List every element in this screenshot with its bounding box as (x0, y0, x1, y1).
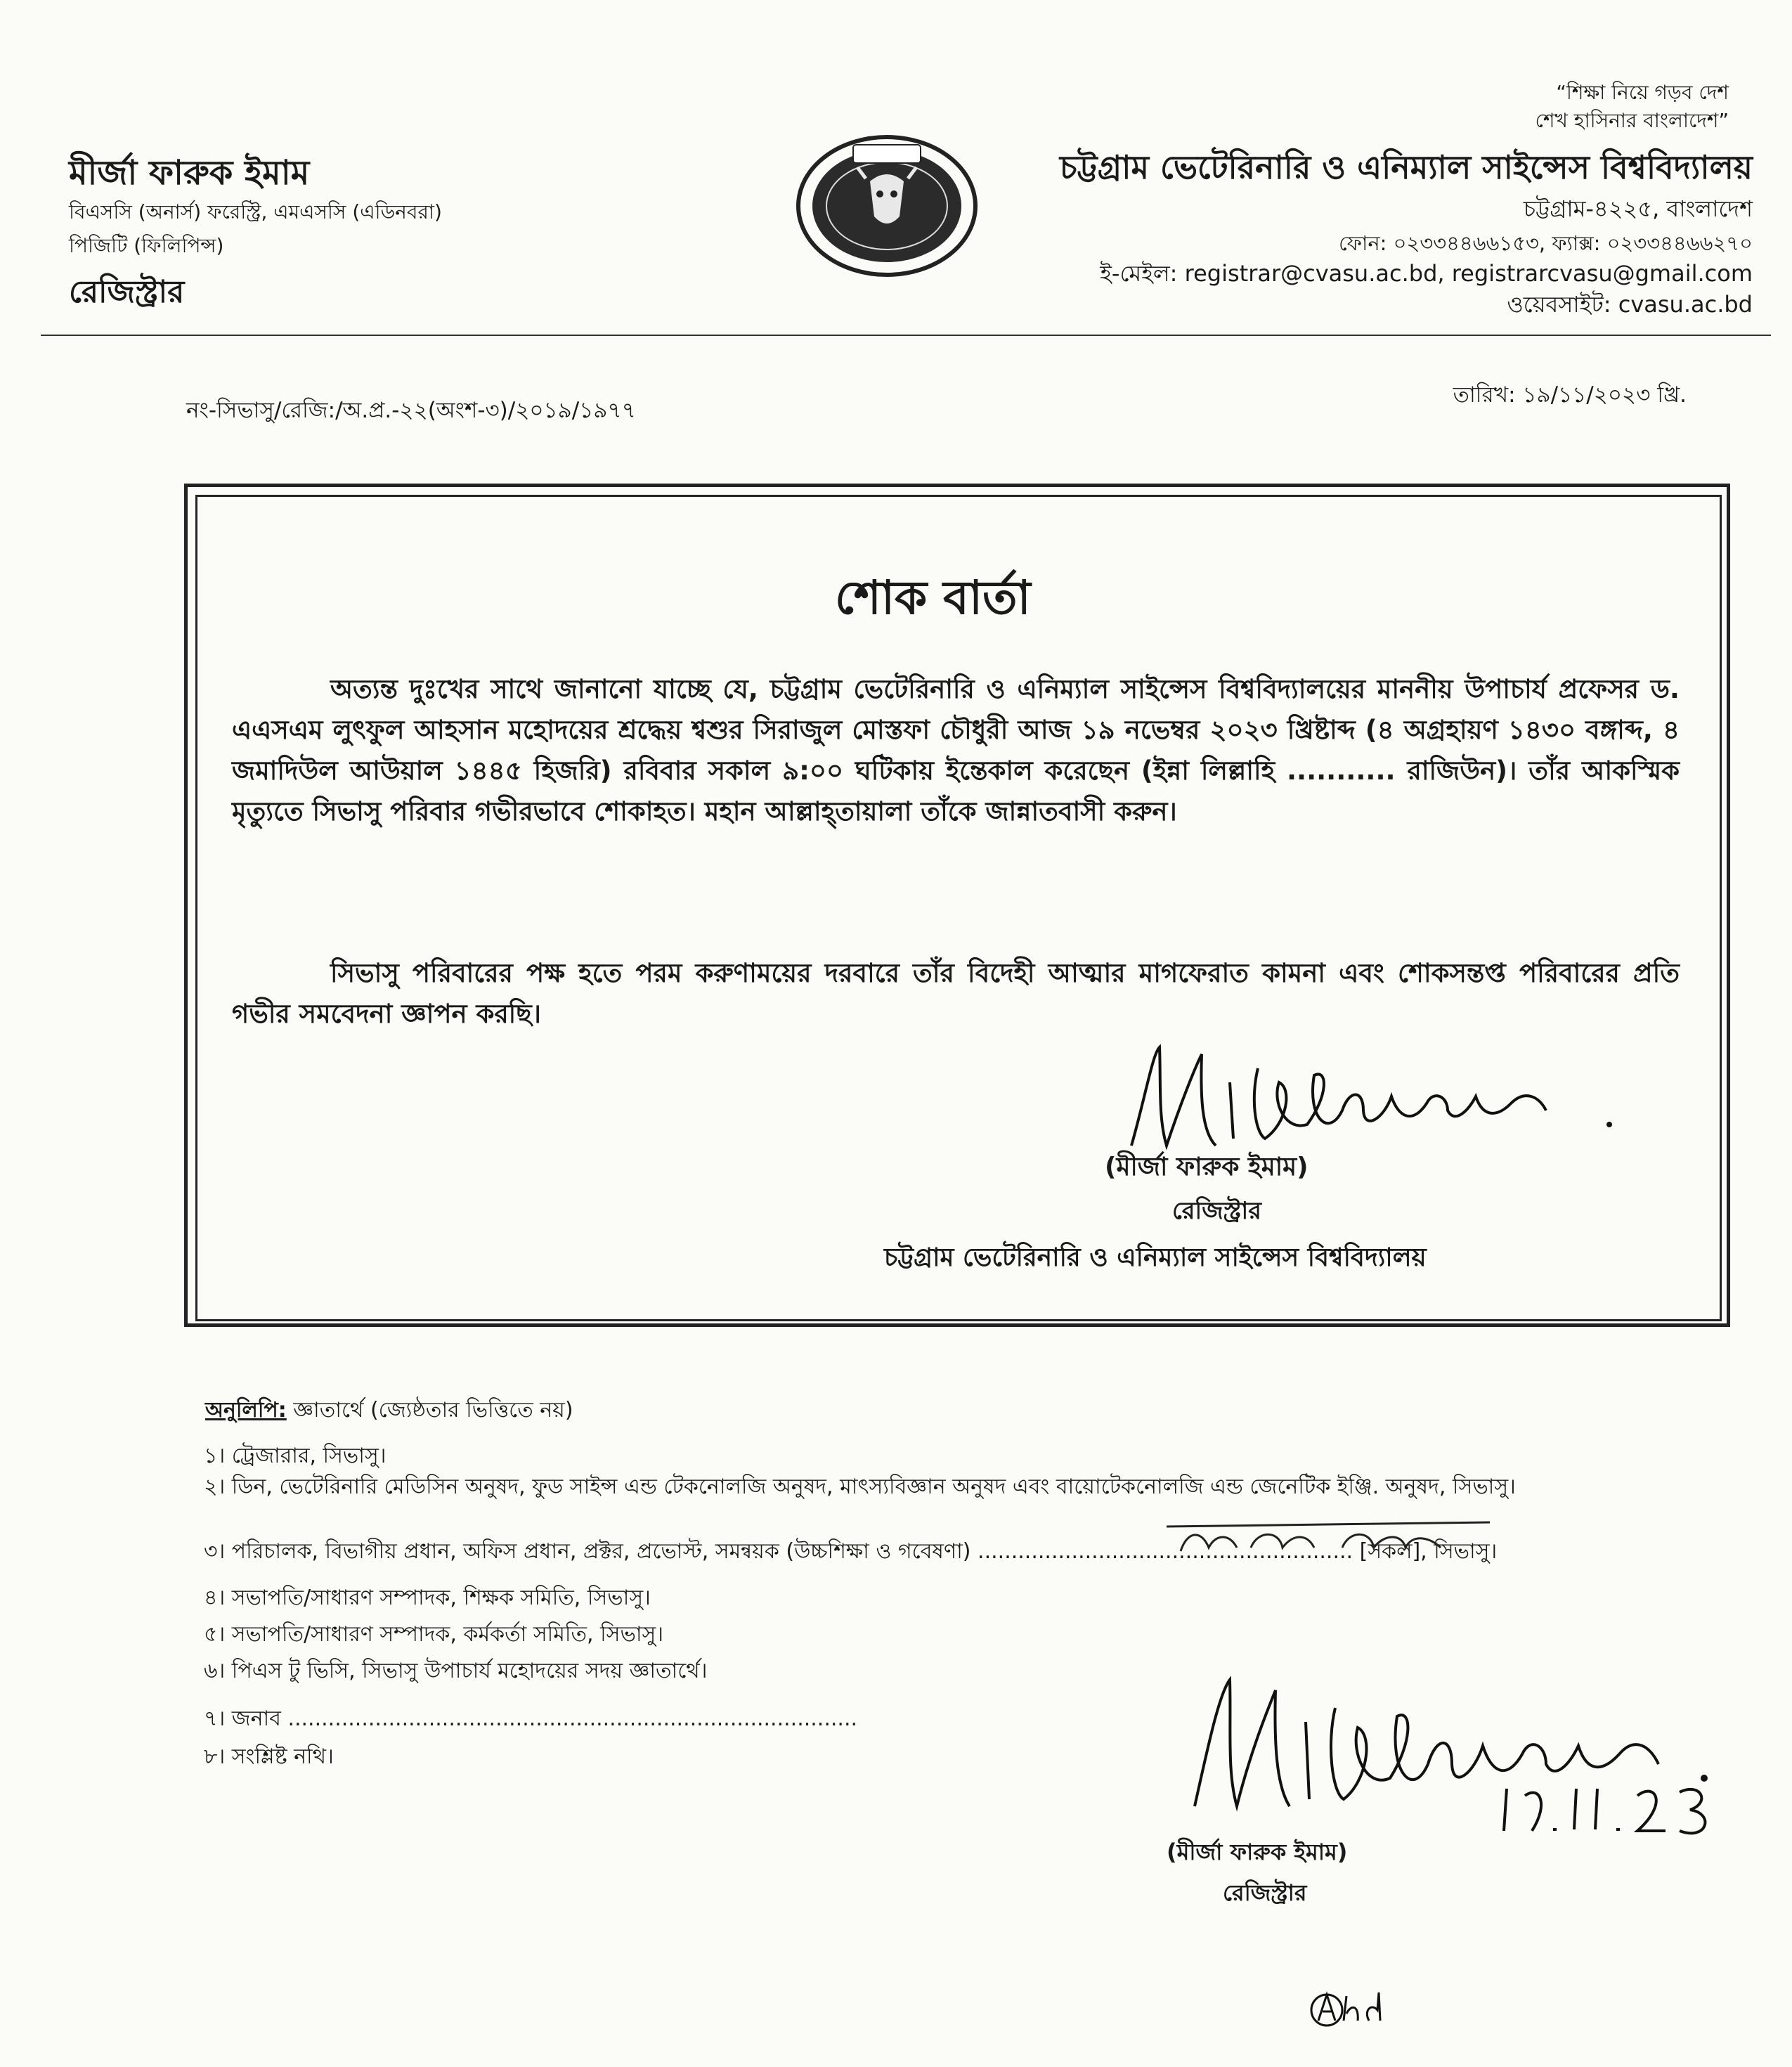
notice-paragraph-1-text: অত্যন্ত দুঃখের সাথে জানানো যাচ্ছে যে, চট্টগ্রাম ভেটেরিনারি ও এনিম্যাল সাইন্সেস বিশ্ববিদ্যালয়ের মাননীয় উপাচার্য প্রফেসর ড. এএসএম লুৎফুল আহসান মহোদয়ের শ্রদ্ধেয় শ্বশুর সিরাজুল মোস্তফা চৌধুরী আজ ১৯ নভেম্বর ২০২৩ খ্রিষ্টাব্দ (৪ অগ্রহায়ণ ১৪৩০ বঙ্গাব্দ, ৪ জমাদিউল আউয়াল ১৪৪৫ হিজরি) রবিবার সকাল ৯:০০ ঘটিকায় ইন্তেকাল করেছেন (ইন্না লিল্লাহি ........... রাজিউন)। তাঁর আকস্মিক মৃত্যুতে সিভাসু পরিবার গভীরভাবে শোকাহত। মহান আল্লাহ্‌তায়ালা তাঁকে জান্নাতবাসী করুন। (232, 674, 1680, 827)
copy-item-2: ২। ডিন, ভেটেরিনারি মেডিসিন অনুষদ, ফুড সাইন্স এন্ড টেকনোলজি অনুষদ, মাৎস্যবিজ্ঞান অনুষদ এবং বায়োটেকনোলজি এন্ড জেনেটিক ইঞ্জি. অনুষদ, সিভাসু। (204, 1475, 1516, 1499)
copy-item-6: ৬। পিএস টু ভিসি, সিভাসু উপাচার্য মহোদয়ের সদয় জ্ঞাতার্থে। (204, 1659, 708, 1683)
handwritten-signature (1117, 1040, 1623, 1160)
copy-item-7: ৭। জনাব ..................................................................................... (204, 1706, 858, 1731)
copies-label: অনুলিপি: (205, 1398, 287, 1423)
university-email: ই-মেইল: registrar@cvasu.ac.bd, registrarcvasu@gmail.com (1100, 260, 1753, 287)
registrar-degrees-2: পিজিটি (ফিলিপিন্স) (69, 234, 224, 257)
signatory-role: রেজিস্ট্রার (1172, 1197, 1261, 1225)
motto-line-2: শেখ হাসিনার বাংলাদেশ” (1535, 109, 1729, 132)
university-address: চট্টগ্রাম-৪২২৫, বাংলাদেশ (1523, 195, 1753, 222)
copy-item-3: ৩। পরিচালক, বিভাগীয় প্রধান, অফিস প্রধান, প্রক্টর, প্রভোস্ট, সমন্বয়ক (উচ্চশিক্ষা ও গবেষণা) ........................................................ [সকল], সিভাসু। (204, 1539, 1498, 1564)
footer-signatory-role: রেজিস্ট্রার (1223, 1879, 1307, 1906)
header-divider (41, 335, 1771, 336)
notice-paragraph-2-text: সিভাসু পরিবারের পক্ষ হতে পরম করুণাময়ের দরবারে তাঁর বিদেহী আত্মার মাগফেরাত কামনা এবং শোকসন্তপ্ত পরিবারের প্রতি গভীর সমবেদনা জ্ঞাপন করছি। (232, 958, 1680, 1029)
memo-number: নং-সিভাসু/রেজি:/অ.প্র.-২২(অংশ-৩)/২০১৯/১৯৭৭ (186, 398, 636, 423)
handwritten-initials (1309, 1982, 1393, 2031)
university-website: ওয়েবসাইট: cvasu.ac.bd (1507, 291, 1753, 318)
notice-paragraph-1 (232, 669, 1680, 832)
signatory-university: চট্টগ্রাম ভেটেরিনারি ও এনিম্যাল সাইন্সেস বিশ্ববিদ্যালয় (884, 1243, 1427, 1272)
university-seal-icon (793, 132, 981, 280)
motto (1535, 79, 1729, 135)
footer-signatory-name: (মীর্জা ফারুক ইমাম) (1167, 1839, 1348, 1865)
motto-line-1: “শিক্ষা নিয়ে গড়ব দেশ (1556, 81, 1729, 104)
notice-title: শোক বার্তা (835, 571, 1031, 625)
registrar-degrees-1: বিএসসি (অনার্স) ফরেস্ট্রি, এমএসসি (এডিনবরা) (69, 200, 442, 223)
handwritten-note-ict-cell (1160, 1512, 1497, 1562)
copy-item-1: ১। ট্রেজারার, সিভাসু। (204, 1444, 387, 1468)
university-phone-fax: ফোন: ০২৩৩৪৪৬৬১৫৩, ফ্যাক্স: ০২৩৩৪৪৬৬২৭০ (1338, 231, 1753, 255)
notice-paragraph-2 (232, 953, 1680, 1035)
registrar-title: রেজিস্ট্রার (69, 274, 185, 310)
copies-note: জ্ঞাতার্থে (জ্যেষ্ঠতার ভিত্তিতে নয়) (293, 1398, 573, 1423)
university-name: চট্টগ্রাম ভেটেরিনারি ও এনিম্যাল সাইন্সেস বিশ্ববিদ্যালয় (1059, 148, 1753, 186)
handwritten-date (1490, 1775, 1729, 1838)
copy-item-8: ৮। সংশ্লিষ্ট নথি। (204, 1744, 334, 1769)
copy-item-4: ৪। সভাপতি/সাধারণ সম্পাদক, শিক্ষক সমিতি, সিভাসু। (204, 1586, 651, 1610)
copies-heading (205, 1393, 573, 1429)
memo-date: তারিখ: ১৯/১১/২০২৩ খ্রি. (1453, 382, 1687, 408)
copy-item-5: ৫। সভাপতি/সাধারণ সম্পাদক, কর্মকর্তা সমিতি, সিভাসু। (204, 1622, 664, 1647)
signatory-name: (মীর্জা ফারুক ইমাম) (1105, 1153, 1309, 1181)
registrar-name: মীর্জা ফারুক ইমাম (69, 153, 310, 193)
